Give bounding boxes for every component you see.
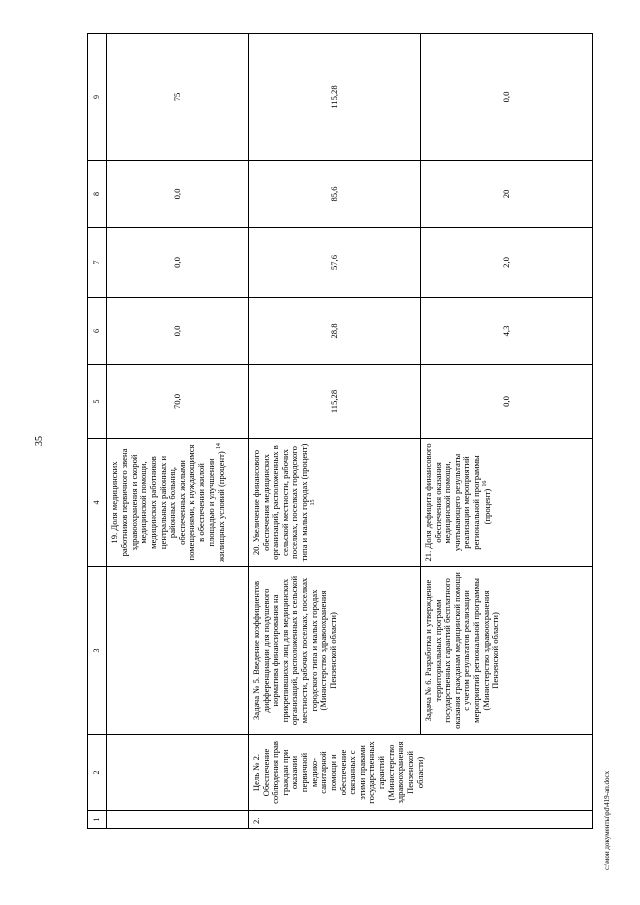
column-number: 3	[88, 567, 107, 735]
footnote-ref: 14	[216, 443, 223, 450]
value-col6: 4,3	[420, 298, 592, 365]
value-col9: 75	[107, 34, 248, 161]
indicator-text: 19. Доля медицинских работников первичного звена здравоохранения и скорой медицинской помощи, медицинских работников центральных районных и районных больниц, обеспеченных жилыми помещениями, к нуждающимся в обеспечении жилой площадью и улучшении жилищных условий (процент)	[109, 444, 227, 562]
cell-indicator	[248, 439, 420, 567]
indicator-text: 21. Доля дефицита финансового обеспечения оказания медицинской помощи, учитывающего результаты реализации мероприятий региональной программы (процент)	[422, 443, 492, 562]
cell-goal: Цель № 2. Обеспечение соблюдения прав граждан при оказании первичной медико-санитарной помощи и обеспечение связанных с этими правами государственных гарантий (Министерство здравоохранения Пензенской области)	[248, 735, 592, 811]
value-col6: 28,8	[248, 298, 420, 365]
column-number: 2	[88, 735, 107, 811]
indicator-text: 20. Увеличение финансового обеспечения медицинских организаций, расположенных в сельской местности, рабочих поселках, поселках городского типа и малых городах (процент)	[250, 443, 310, 562]
column-number: 5	[88, 365, 107, 439]
column-number: 8	[88, 161, 107, 228]
column-number: 4	[88, 439, 107, 567]
cell-task	[107, 567, 248, 735]
cell-goal	[107, 735, 248, 811]
rotated-table-container	[87, 34, 593, 829]
table-row	[248, 34, 420, 829]
value-col5: 115,28	[248, 365, 420, 439]
value-col7: 57,6	[248, 228, 420, 298]
footnote-ref: 15	[309, 499, 316, 506]
column-number-row	[88, 34, 107, 829]
cell-indicator	[107, 439, 248, 567]
table-row	[420, 34, 592, 829]
column-number: 6	[88, 298, 107, 365]
value-col7: 0,0	[107, 228, 248, 298]
value-col9: 115,28	[248, 34, 420, 161]
value-col9: 0,0	[420, 34, 592, 161]
value-col8: 0,0	[107, 161, 248, 228]
value-col5: 0,0	[420, 365, 592, 439]
column-number: 9	[88, 34, 107, 161]
column-number: 7	[88, 228, 107, 298]
value-col5: 70,0	[107, 365, 248, 439]
value-col7: 2,0	[420, 228, 592, 298]
file-path-footer: c:\мои документы\pd\419-ап.docx	[603, 770, 611, 870]
value-col8: 20	[420, 161, 592, 228]
cell-task: Задача № 6. Разработка и утверждение территориальных программ государственных гарантий бесплатного оказания гражданам медицинской помощи с учетом результатов реализации мероприятий региональной программы (Министерство здравоохранения Пензенской области)	[420, 567, 592, 735]
value-col6: 0,0	[107, 298, 248, 365]
cell-task: Задача № 5. Введение коэффициентов дифференциации для подушевого норматива финансирования на прикрепившихся лиц для медицинских организаций, расположенных в сельской местности, рабочих поселках, поселках городского типа и малых городах (Министерство здравоохранения Пензенской области)	[248, 567, 420, 735]
page-number: 35	[34, 436, 45, 446]
cell-n: 2.	[248, 811, 592, 829]
value-col8: 85,6	[248, 161, 420, 228]
table-row	[107, 34, 248, 829]
footnote-ref: 16	[481, 480, 488, 487]
column-number: 1	[88, 811, 107, 829]
cell-indicator	[420, 439, 592, 567]
cell-n	[107, 811, 248, 829]
indicators-table	[87, 33, 593, 829]
